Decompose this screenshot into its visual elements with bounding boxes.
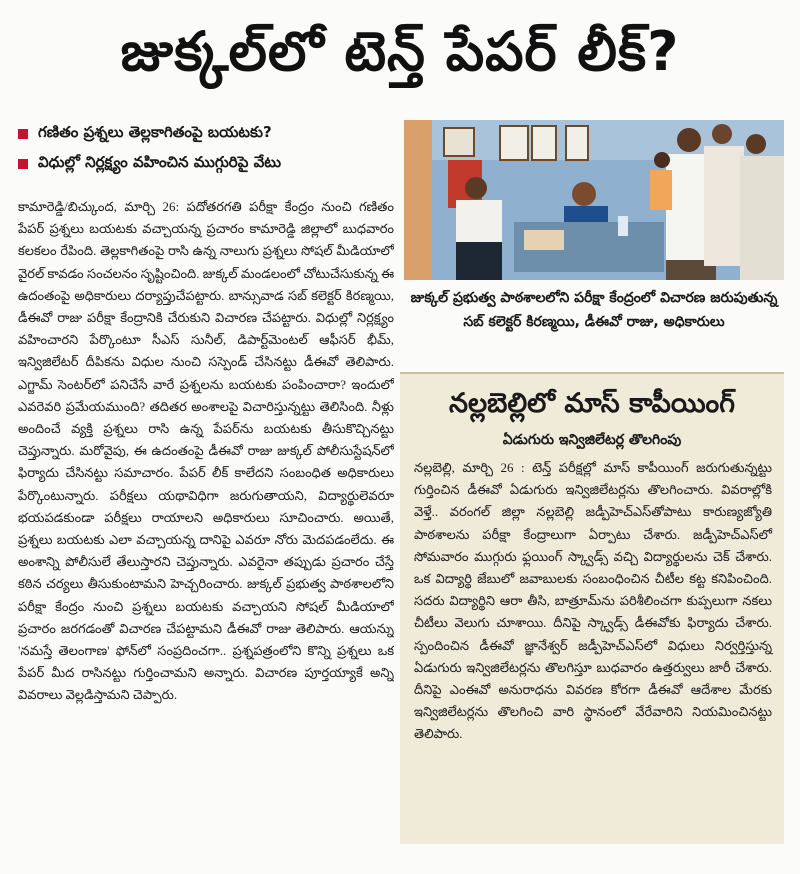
main-article-body: కామారెడ్డి/బిచ్కుంద, మార్చి 26: పదోతరగతి పరీక్షా కేంద్రం నుంచి గణితం పేపర్ ప్రశ్నలు బయటకు వచ్చాయన్న ప్రచారం కామారెడ్డి జిల్లాలో బుధవారం కలకలం రేపింది. తెల్లకాగితంపై రాసి ఉన్న నాలుగు ప్రశ్నలు సోషల్ మీడియాలో వైరల్ కావడం సంచలనం సృష్టించింది. జుక్కల్ మండలంలో చోటుచేసుకున్న ఈ ఉదంతంపై అధికారులు దర్యాప్తుచేపట్టారు. బాన్సువాడ సబ్ కలెక్టర్ కిరణ్మయి, డీఈవో రాజు పరీక్షా కేంద్రానికి చేరుకుని విచారణ చేపట్టారు. విధుల్లో నిర్లక్ష్యం వహించారని పేర్కొంటూ సీఎస్ సునీల్, డిపార్ట్‌మెంటల్ ఆఫీసర్ భీమ్, ఇన్విజిలేటర్ దీపికను విధుల నుంచి సస్పెండ్ చేసినట్టు డీఈవో తెలిపారు. ఎగ్జామ్ సెంటర్‌లో పనిచేసే వారే ప్రశ్నలను బయటకు పంపించారా? ఇందులో ఎవరెవరి ప్రమేయముంది? తదితర అంశాలపై విచారిస్తున్నట్టు తెలిసింది. నీళ్లు అందించే వ్యక్తి ప్రశ్నలు రాసి ఉన్న పేపర్‌ను బయటకు తీసుకొచ్చినట్టు చెప్తున్నారు. మరోవైపు, ఈ ఉదంతంపై డీఈవో రాజు జుక్కల్ పోలీసుస్టేషన్‌లో ఫిర్యాదు చేసినట్టు సమాచారం. పేపర్ లీక్ కాలేదని సంబంధిత అధికారులు పేర్కొంటున్నారు. పరీక్షలు యథావిధిగా జరుగుతాయని, విద్యార్థులెవరూ భయపడకుండా పరీక్షలు రాయాలని అధికారులు సూచించారు. అయితే, ప్రశ్నలు బయటకు ఎలా వచ్చాయన్న దానిపై ఎవరూ నోరు మెదపడంలేదు. ఈ అంశాన్ని పోలీసులే తేలుస్తారని చెప్తున్నారు. ఎవరైనా తప్పుడు ప్రచారం చేస్తే కఠిన చర్యలు తీసుకుంటామని హెచ్చరించారు. జుక్కల్ ప్రభుత్వ పాఠశాలలోని పరీక్షా కేంద్రం నుంచి ప్రశ్నలు బయటకు వచ్చాయని సోషల్ మీడియాలో ప్రచారం జరగడంతో విచారణ చేపట్టామని డీఈవో రాజు తెలిపారు. ఆయన్ను 'నమస్తే తెలంగాణ' ఫోన్‌లో సంప్రదించగా.. ప్రశ్నపత్రంలోని కొన్ని ప్రశ్నలు ఒక పేపర్ మీద రాసినట్టు గుర్తించామని అన్నారు. విచారణ పూర్తయ్యాకే అన్ని వివరాలు వెల్లడిస్తామని చెప్పారు. [18,199,394,703]
subheadline-text: గణితం ప్రశ్నలు తెల్లకాగితంపై బయటకు? [38,123,272,141]
headline: జుక్కల్‌లో టెన్త్ పేపర్ లీక్? [120,19,680,83]
subheadline-item [18,124,398,144]
bullet-square-icon [18,129,28,139]
subheadline-text: విధుల్లో నిర్లక్ష్యం వహించిన ముగ్గురిపై వేటు [38,153,282,171]
sidebar-article [400,372,784,844]
news-photo [404,120,784,280]
subheadline-list [18,124,398,184]
subheadline-item [18,154,398,174]
sidebar-body: నల్లబెల్లి, మార్చి 26 : టెన్త్ పరీక్షల్లో మాస్ కాపీయింగ్ జరుగుతున్నట్టు గుర్తించిన డీఈవో ఏడుగురు ఇన్విజిలేటర్లను తొలగించారు. వివరాల్లోకి వెళ్తే.. వరంగల్ జిల్లా నల్లబెల్లి జడ్పీహెచ్ఎస్‌తోపాటు కారుణ్యజ్యోతి పాఠశాలను పరీక్షా కేంద్రాలుగా ఏర్పాటు చేశారు. జడ్పీహెచ్ఎస్‌లో సోమవారం ముగ్గురు ఫ్లయింగ్ స్క్వాడ్స్ వచ్చి విద్యార్థులను చెక్ చేశారు. ఒక విద్యార్థి జేబులో జవాబులకు సంబంధించిన చీటీల కట్ట కనిపించింది. సదరు విద్యార్థిని ఆరా తీసి, బాత్రూమ్‌ను పరిశీలించగా కుప్పలుగా నకలు చీటీలు వెలుగు చూశాయి. దీనిపై స్క్వాడ్స్ డీఈవోకు ఫిర్యాదు చేశారు. స్పందించిన డీఈవో జ్ఞానేశ్వర్ జడ్పీహెచ్ఎస్‌లో విధులు నిర్వర్తిస్తున్న ఏడుగురు ఇన్విజిలేటర్లను తొలగిస్తూ బుధవారం ఉత్తర్వులు జారీ చేశారు. దీనిపై ఎంఈవో అనురాధను వివరణ కోరగా డీఈవో ఆదేశాల మేరకు ఇన్విజిలేటర్లను తొలగించి వారి స్థానంలో వేరేవారిని నియమించినట్టు తెలిపారు. [414,460,772,742]
bullet-square-icon [18,159,28,169]
sidebar-subtitle: ఏడుగురు ఇన్విజిలేటర్ల తొలగింపు [502,432,682,448]
sidebar-title: నల్లబెల్లిలో మాస్ కాపీయింగ్ [449,388,735,419]
photo-caption: జుక్కల్ ప్రభుత్వ పాఠశాలలోని పరీక్షా కేంద్రంలో విచారణ జరుపుతున్న సబ్ కలెక్టర్ కిరణ్మయి, డీఈవో రాజు, అధికారులు [410,290,778,330]
exam-room-photo [404,120,784,280]
